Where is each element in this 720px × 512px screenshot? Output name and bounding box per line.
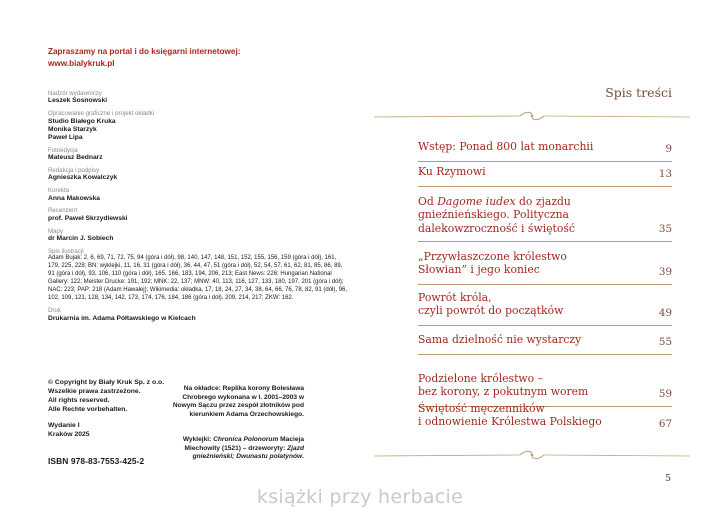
toc-entry-title[interactable]: Świętość męczenników i odnowienie Królestwa Polskiego bbox=[418, 402, 602, 429]
credit-value: prof. Paweł Skrzydlewski bbox=[48, 214, 128, 222]
credit-value: dr Marcin J. Sobiech bbox=[48, 235, 114, 243]
toc-entry[interactable] bbox=[418, 140, 672, 155]
toc-entry[interactable] bbox=[418, 165, 672, 180]
endpaper-caption-title: Chronica Polonorum bbox=[213, 436, 279, 443]
toc-entry-title[interactable]: Ku Rzymowi bbox=[418, 165, 486, 178]
toc-divider bbox=[418, 284, 672, 285]
promo-text: Zapraszamy na portal i do księgarni internetowej: bbox=[48, 47, 241, 56]
endpaper-caption-end: . bbox=[302, 453, 304, 461]
credit-label: Opracowanie graficzne i projekt okładki bbox=[48, 110, 155, 118]
credit-item bbox=[48, 248, 348, 303]
credit-label: Druk bbox=[48, 307, 61, 315]
endpaper-caption-title2: Zjazd gnieźnieński; Dwunastu polatynów bbox=[192, 444, 304, 461]
credit-label: Redakcja i podpisy bbox=[48, 167, 100, 175]
watermark-text: książki przy herbacie bbox=[256, 486, 464, 508]
credit-label: Korekta bbox=[48, 187, 70, 195]
cover-caption: Na okładce: Replika korony Bolesława Chrobrego wykonana w l. 2001–2003 w Nowym Sączu przez zespół złotników pod kierunkiem Adama Orzechowskiego. bbox=[172, 385, 304, 418]
toc-entry[interactable] bbox=[418, 402, 672, 430]
toc-entry[interactable] bbox=[418, 372, 672, 400]
toc-entry[interactable] bbox=[418, 291, 672, 319]
toc-entry[interactable] bbox=[418, 333, 672, 348]
credit-item bbox=[48, 228, 348, 244]
credit-label: Fotoedycja bbox=[48, 146, 78, 154]
toc-entry-page[interactable]: 67 bbox=[658, 418, 672, 430]
credit-label: Spis ilustracji bbox=[48, 247, 84, 255]
credit-item bbox=[48, 90, 348, 106]
publisher-promo bbox=[48, 46, 348, 70]
credits-list bbox=[48, 90, 348, 327]
toc-entry-title-italic: Dagome iudex bbox=[437, 195, 516, 208]
toc-entry-title-part: Od bbox=[418, 195, 438, 208]
toc-entry-title[interactable]: Podzielone królestwo – bez korony, z pokutnym worem bbox=[418, 372, 589, 399]
copyright-notice: © Copyright by Biały Kruk Sp. z o.o. Wszelkie prawa zastrzeżone. All rights reserved. Alle Rechte vorbehalten. bbox=[48, 379, 165, 413]
toc-entry-page[interactable]: 13 bbox=[658, 168, 672, 180]
publisher-url-link[interactable]: www.bialykruk.pl bbox=[48, 59, 115, 68]
toc-entry-page[interactable]: 35 bbox=[658, 223, 672, 235]
toc-title: Spis treści bbox=[605, 85, 672, 100]
credit-label: Recenzent bbox=[48, 207, 78, 215]
credit-label: Mapy bbox=[48, 227, 63, 235]
isbn: ISBN 978-83-7553-425-2 bbox=[48, 456, 145, 466]
endpaper-caption bbox=[170, 436, 304, 462]
toc-entry-title[interactable]: Sama dzielność nie wystarczy bbox=[418, 333, 582, 346]
credit-value: Studio Białego Kruka Monika Starzyk Paweł Lipa bbox=[48, 117, 116, 142]
edition-info: Wydanie I Kraków 2025 bbox=[48, 422, 90, 438]
toc-entry-title[interactable] bbox=[418, 195, 618, 235]
credit-item bbox=[48, 167, 348, 183]
toc-page bbox=[360, 0, 720, 512]
toc-entry-title[interactable]: Powrót króla, czyli powrót do początków bbox=[418, 291, 564, 318]
toc-divider bbox=[418, 325, 672, 326]
toc-divider bbox=[418, 354, 672, 355]
credit-value: Agnieszka Kowalczyk bbox=[48, 174, 118, 182]
credit-item bbox=[48, 207, 348, 223]
page-number: 5 bbox=[664, 473, 671, 484]
endpaper-caption-mid: Macieja Miechowity (1521) – drzeworyty: bbox=[184, 436, 304, 452]
credit-value: Mateusz Bednarz bbox=[48, 154, 103, 162]
toc-entry-title[interactable]: „Przywłaszczone królestwo Słowian” i jego koniec bbox=[418, 250, 567, 277]
top-flourish-ornament bbox=[370, 109, 694, 123]
toc-entry[interactable] bbox=[418, 250, 672, 278]
toc-divider bbox=[418, 241, 672, 242]
credit-value: Anna Makowska bbox=[48, 194, 101, 202]
credit-item bbox=[48, 110, 348, 142]
toc-entry-page[interactable]: 49 bbox=[658, 307, 672, 319]
credit-item bbox=[48, 307, 348, 323]
toc-entry-title-part: do zjazdu gnieźnieńskiego. Polityczna dalekowzroczność i świętość bbox=[418, 195, 575, 235]
toc-entry-page[interactable]: 9 bbox=[665, 143, 672, 155]
credit-value: Adam Bujak: 2, 6, 69, 71, 72, 75, 94 (góra i dół), 98, 140, 147, 148, 151, 152, 155, 156, 159 (góra i dół), 161, 179, 225, 228; BN: wyklejki, 11, 16, 31 (góra i dół), 36, 44, 47, 51 (góra i dół), 52, 54, 57, 61, 62, 81, 85, 86, 89, 91 (góra i dół), 93, 106, 110 (góra i dół), 165, 166, 183, 194, 206, 213; East News: 226; Hungarian National Gallery: 122; Meister Drucke: 191, 192; MNK: 22, 137; MNW: 40, 113, 116, 127, 133, 180, 197, 201 (góra i dół); NAC: 223; PAP: 218 (Adam Hawałej); Wikimedia: okładka, 17, 18, 24, 27, 34, 38, 64, 66, 76, 78, 82, 91 (dół), 96, 102, 109, 121, 128, 134, 142, 173, 174, 176, 184, 186 (góra i dół), 209, 214, 217; ZKW: 162. bbox=[48, 255, 348, 301]
credit-label: Nadzór wydawniczy bbox=[48, 90, 102, 97]
credit-value: Leszek Sosnowski bbox=[48, 97, 108, 105]
endpaper-caption-prefix: Wyklejki: bbox=[182, 436, 214, 443]
toc-divider bbox=[418, 161, 672, 162]
credit-item bbox=[48, 187, 348, 203]
bottom-flourish-ornament bbox=[370, 449, 694, 463]
toc-entry-page[interactable]: 39 bbox=[658, 266, 672, 278]
toc-entry-page[interactable]: 55 bbox=[658, 336, 672, 348]
toc-entry[interactable] bbox=[418, 195, 672, 235]
toc-divider bbox=[418, 186, 672, 187]
toc-entry-title[interactable]: Wstęp: Ponad 800 lat monarchii bbox=[418, 140, 594, 153]
toc-entry-page[interactable]: 59 bbox=[658, 388, 672, 400]
credit-item bbox=[48, 147, 348, 163]
credit-value: Drukarnia im. Adama Półtawskiego w Kielcach bbox=[48, 314, 196, 322]
